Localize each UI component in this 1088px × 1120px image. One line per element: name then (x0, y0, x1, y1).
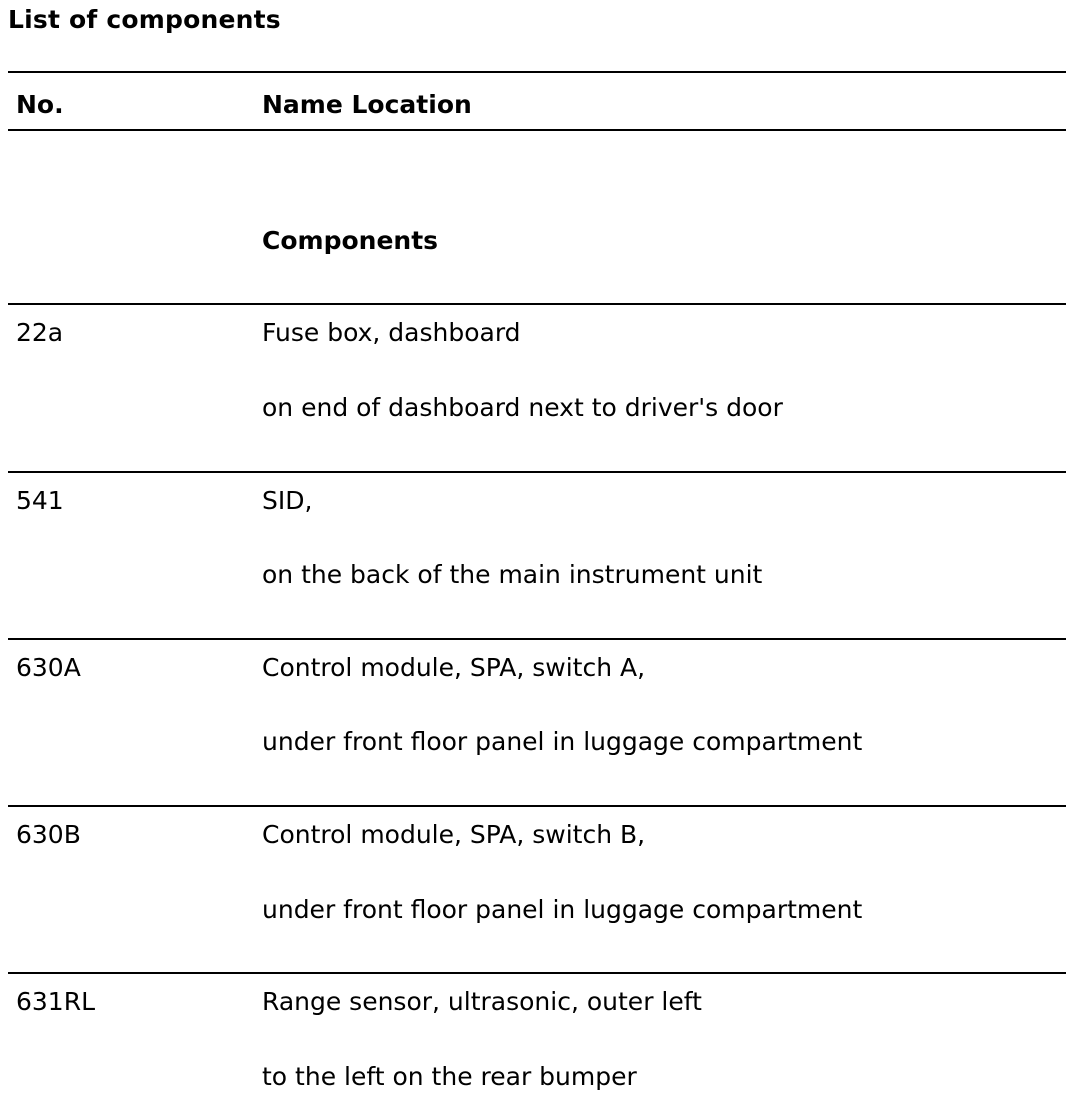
section-heading: Components (262, 226, 439, 255)
row-number: 631RL (16, 987, 96, 1016)
row-divider (8, 303, 1066, 305)
header-name-location: Name Location (262, 90, 472, 119)
row-number: 22a (16, 318, 64, 347)
row-location: to the left on the rear bumper (262, 1062, 637, 1091)
row-divider (8, 471, 1066, 473)
row-location: on end of dashboard next to driver's door (262, 393, 783, 422)
header-no: No. (16, 90, 64, 119)
row-name: SID, (262, 486, 313, 515)
row-divider (8, 972, 1066, 974)
row-name: Control module, SPA, switch B, (262, 820, 646, 849)
row-name: Range sensor, ultrasonic, outer left (262, 987, 702, 1016)
row-number: 630A (16, 653, 81, 682)
table-top-rule (8, 71, 1066, 73)
row-location: on the back of the main instrument unit (262, 560, 763, 589)
row-location: under front floor panel in luggage compartment (262, 727, 863, 756)
row-location: under front floor panel in luggage compartment (262, 895, 863, 924)
row-name: Fuse box, dashboard (262, 318, 521, 347)
header-bottom-rule (8, 129, 1066, 131)
page-title: List of components (8, 5, 281, 34)
row-number: 541 (16, 486, 64, 515)
row-divider (8, 805, 1066, 807)
row-divider (8, 638, 1066, 640)
row-number: 630B (16, 820, 81, 849)
row-name: Control module, SPA, switch A, (262, 653, 646, 682)
